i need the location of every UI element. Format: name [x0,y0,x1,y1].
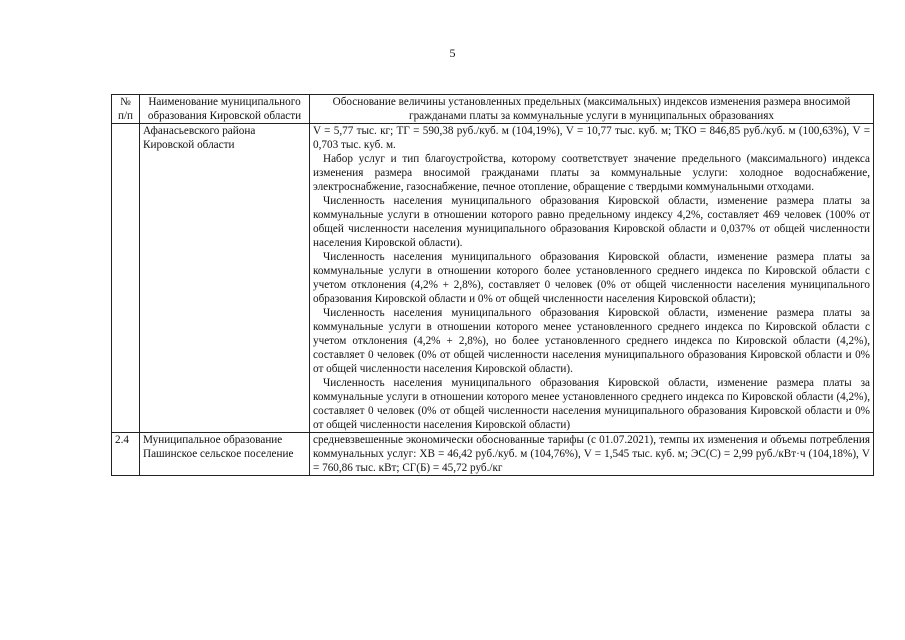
row-justification [310,433,874,476]
header-municipality: Наименование муниципального образования Кировской области [140,95,310,124]
justification-paragraph: Численность населения муниципального образования Кировской области, изменение размера платы за коммунальные услуги в отношении которого равно предельному индексу 4,2%, составляет 469 человек (100% от общей численности населения муниципального образования Кировской области и 0,037% от общей численности населения Кировской области). [313,195,870,249]
row-municipality: Муниципальное образование Пашинское сельское поселение [140,433,310,476]
justification-paragraph: Численность населения муниципального образования Кировской области, изменение размера платы за коммунальные услуги в отношении которого менее установленного среднего индекса по Кировской области с учетом отклонения (4,2% + 2,8%), но более установленного среднего индекса по Кировской области (4,2%), составляет 0 человек (0% от общей численности населения муниципального образования Кировской области и 0% от общей численности населения Кировской области). [313,307,870,375]
header-number: № п/п [112,95,140,124]
table-row [112,433,874,476]
justification-paragraph: Численность населения муниципального образования Кировской области, изменение размера платы за коммунальные услуги в отношении которого менее установленного среднего индекса по Кировской области (4,2%), составляет 0 человек (0% от общей численности населения муниципального образования Кировской области и 0% от общей численности населения Кировской области) [313,377,870,431]
header-justification: Обоснование величины установленных предельных (максимальных) индексов изменения размера вносимой гражданами платы за коммунальные услуги в муниципальных образованиях [310,95,874,124]
justification-paragraph: V = 5,77 тыс. кг; ТГ = 590,38 руб./куб. м (104,19%), V = 10,77 тыс. куб. м; ТКО = 846,85 руб./куб. м (100,63%), V = 0,703 тыс. куб. м. [313,125,870,151]
row-municipality: Афанасьевского района Кировской области [140,124,310,433]
justification-paragraph: Численность населения муниципального образования Кировской области, изменение размера платы за коммунальные услуги в отношении которого более установленного среднего индекса по Кировской области с учетом отклонения (4,2% + 2,8%), составляет 0 человек (0% от общей численности населения муниципального образования Кировской области и 0% от общей численности населения Кировской области); [313,251,870,305]
table-row [112,124,874,433]
page-number: 5 [449,46,456,60]
tariff-justification-table [111,94,874,476]
row-justification [310,124,874,433]
row-number [112,124,140,433]
justification-paragraph: средневзвешенные экономически обоснованные тарифы (с 01.07.2021), темпы их изменения и объемы потребления коммунальных услуг: ХВ = 46,42 руб./куб. м (104,76%), V = 1,545 тыс. куб. м; ЭС(С) = 2,99 руб./кВт·ч (104,18%), V = 760,86 тыс. кВт; СГ(Б) = 45,72 руб./кг [313,434,870,474]
justification-paragraph: Набор услуг и тип благоустройства, которому соответствует значение предельного (максимального) индекса изменения размера вносимой гражданами платы за коммунальные услуги: холодное водоснабжение, электроснабжение, газоснабжение, печное отопление, обращение с твердыми коммунальными отходами. [313,153,870,193]
row-number: 2.4 [112,433,140,476]
table-header-row [112,95,874,124]
